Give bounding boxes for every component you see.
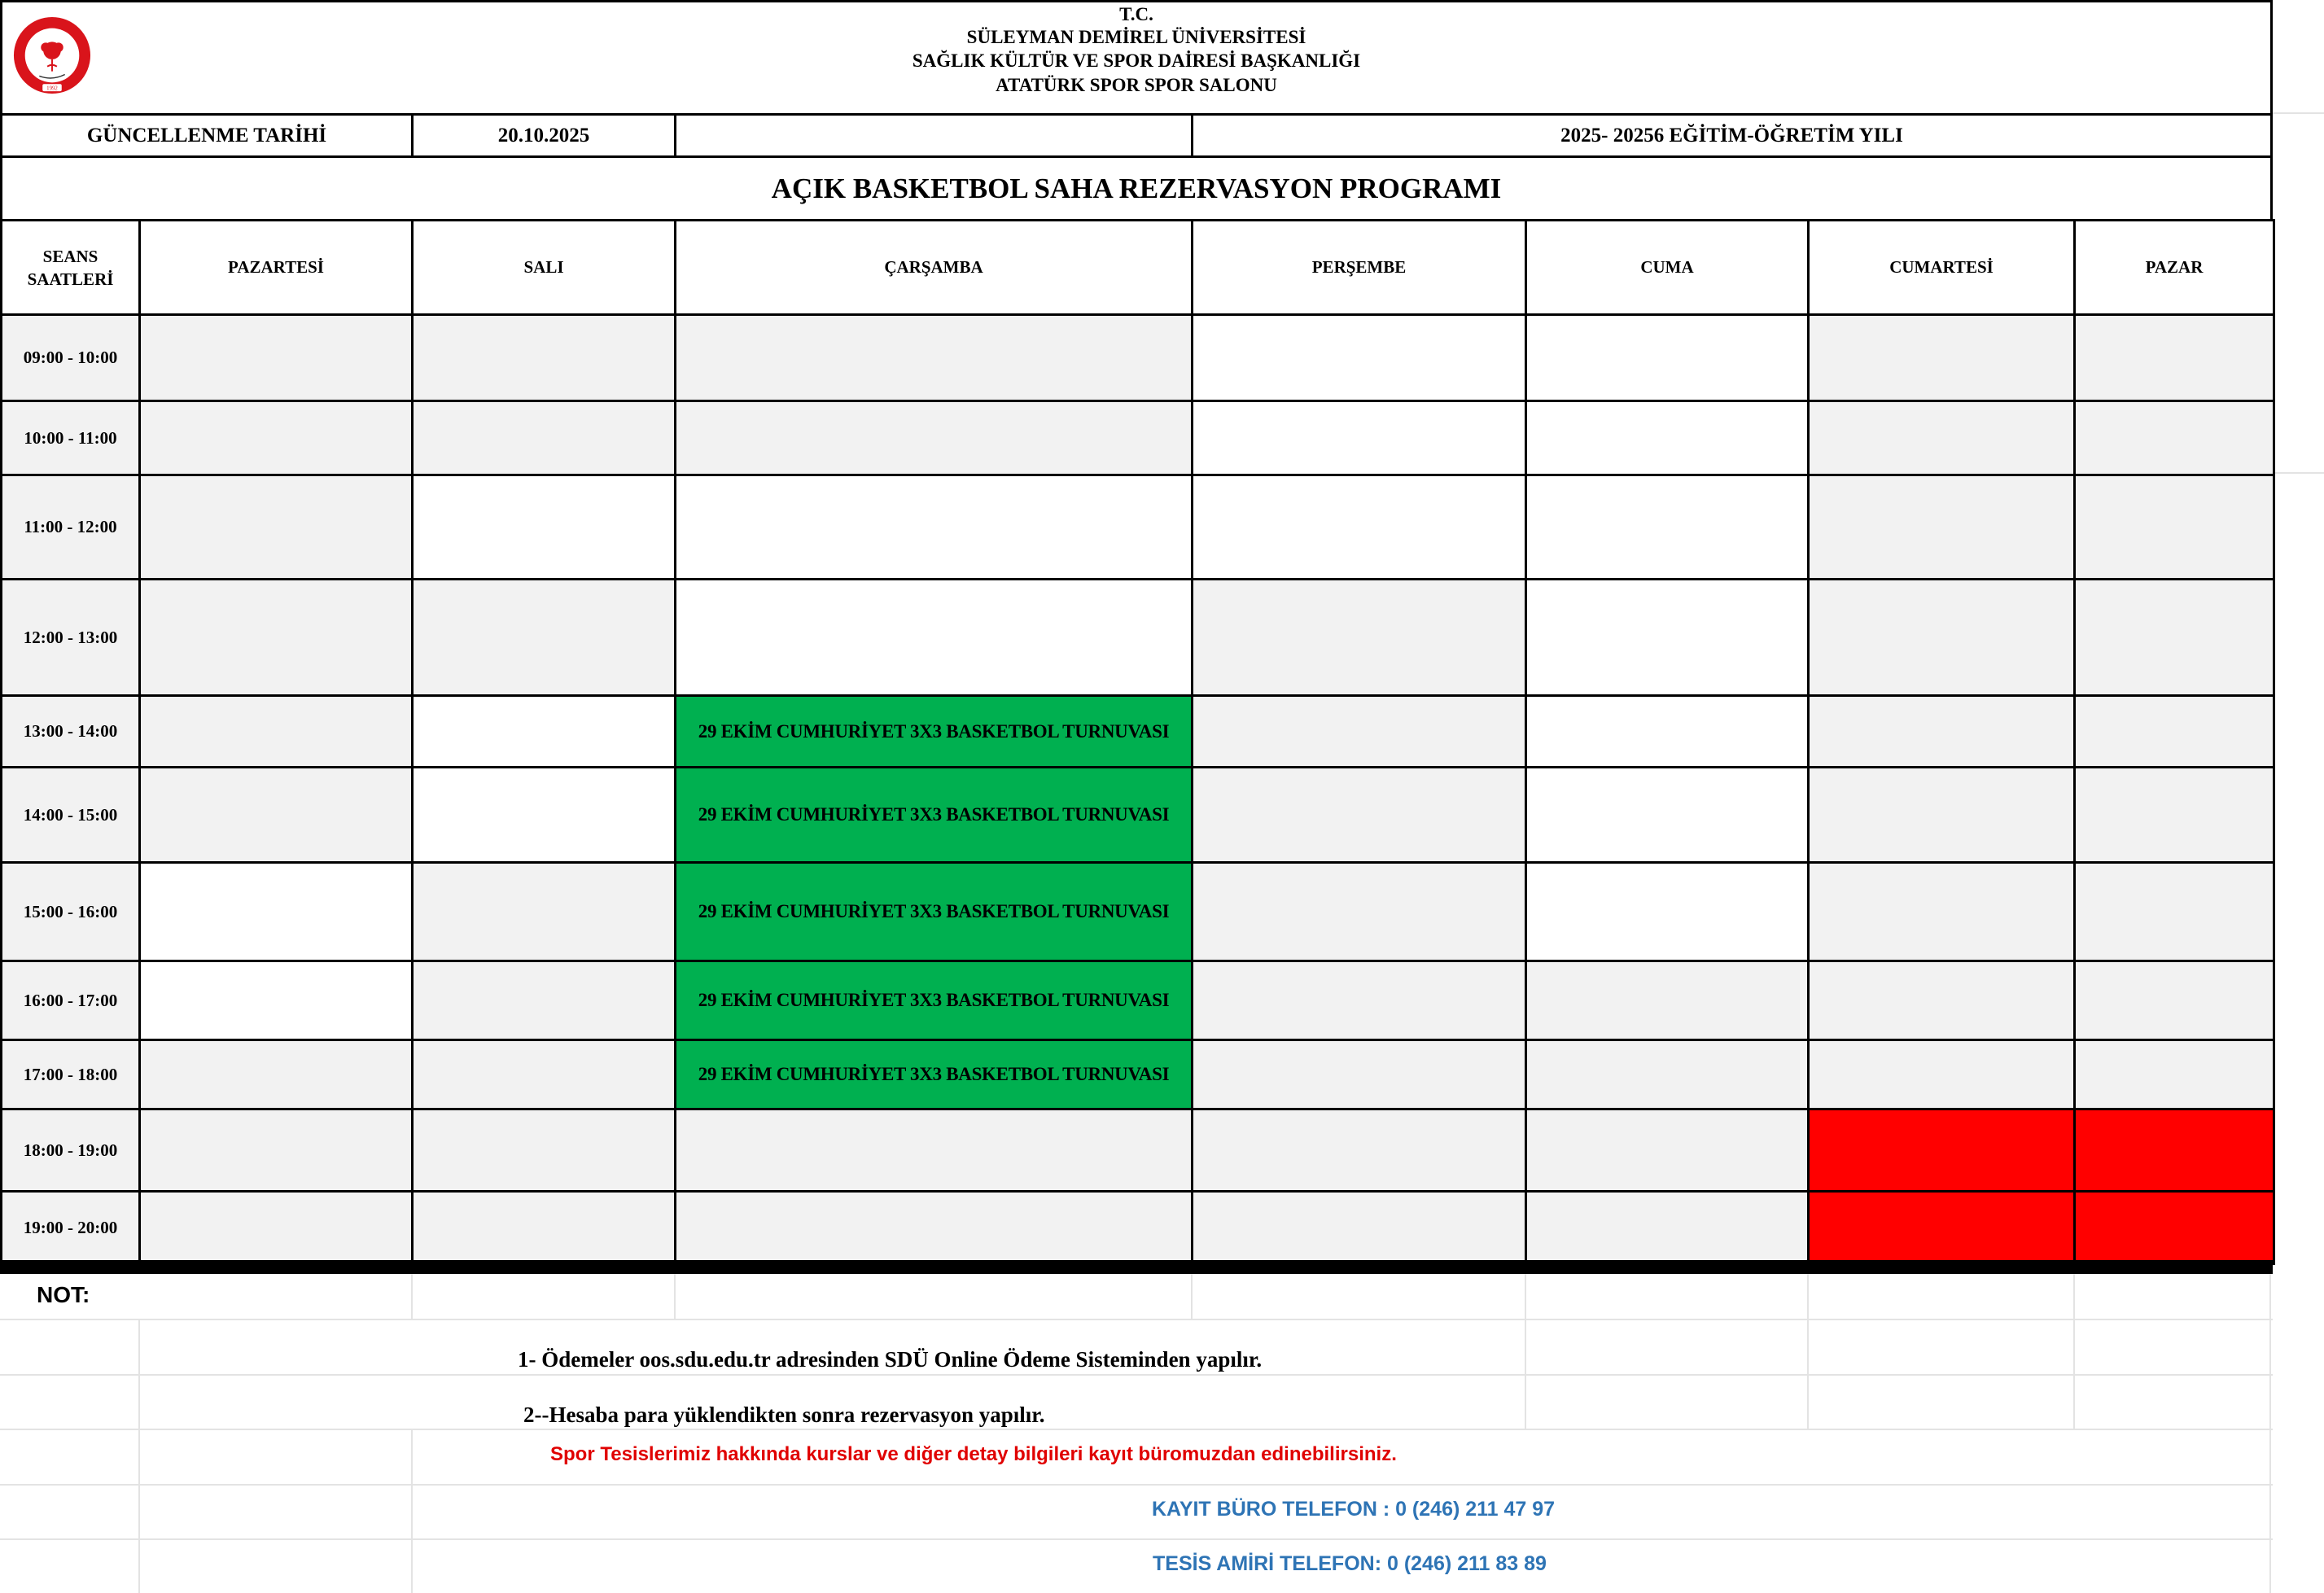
time-slot: 18:00 - 19:00 bbox=[0, 1108, 141, 1193]
reservation-cell[interactable]: 29 EKİM CUMHURİYET 3X3 BASKETBOL TURNUVASI bbox=[674, 1039, 1193, 1110]
schedule-cell[interactable] bbox=[1525, 694, 1810, 768]
closed-cell[interactable] bbox=[2073, 1108, 2275, 1193]
schedule-cell[interactable] bbox=[674, 313, 1193, 402]
sessions-header: SEANS SAATLERİ bbox=[0, 219, 141, 316]
schedule-cell[interactable] bbox=[411, 400, 676, 476]
schedule-cell[interactable] bbox=[2073, 694, 2275, 768]
schedule-cell[interactable] bbox=[411, 960, 676, 1041]
time-slot: 17:00 - 18:00 bbox=[0, 1039, 141, 1110]
schedule-cell[interactable] bbox=[1191, 1190, 1527, 1265]
time-slot: 10:00 - 11:00 bbox=[0, 400, 141, 476]
registration-phone: KAYIT BÜRO TELEFON : 0 (246) 211 47 97 bbox=[1152, 1498, 1556, 1521]
day-header-saturday: CUMARTESİ bbox=[1807, 219, 2076, 316]
schedule-cell[interactable] bbox=[1525, 1039, 1810, 1110]
time-slot: 19:00 - 20:00 bbox=[0, 1190, 141, 1265]
schedule-cell[interactable] bbox=[1807, 960, 2076, 1041]
time-slot: 14:00 - 15:00 bbox=[0, 766, 141, 864]
reservation-cell[interactable]: 29 EKİM CUMHURİYET 3X3 BASKETBOL TURNUVASI bbox=[674, 861, 1193, 962]
note-line-1: 1- Ödemeler oos.sdu.edu.tr adresinden SDÜ Online Ödeme Sisteminden yapılır. bbox=[518, 1347, 1263, 1372]
schedule-cell[interactable] bbox=[1191, 578, 1527, 697]
blank-info-cell bbox=[674, 113, 1193, 158]
schedule-cell[interactable] bbox=[411, 1190, 676, 1265]
schedule-cell[interactable] bbox=[2073, 400, 2275, 476]
schedule-cell[interactable] bbox=[1525, 766, 1810, 864]
update-label: GÜNCELLENME TARİHİ bbox=[0, 113, 414, 158]
day-header-tuesday: SALI bbox=[411, 219, 676, 316]
schedule-cell[interactable] bbox=[2073, 1039, 2275, 1110]
schedule-cell[interactable] bbox=[138, 861, 414, 962]
day-header-friday: CUMA bbox=[1525, 219, 1810, 316]
schedule-cell[interactable] bbox=[411, 313, 676, 402]
schedule-cell[interactable] bbox=[138, 474, 414, 580]
info-text: Spor Tesislerimiz hakkında kurslar ve diğer detay bilgileri kayıt büromuzdan edinebilirsiniz. bbox=[550, 1443, 1397, 1465]
schedule-cell[interactable] bbox=[1807, 578, 2076, 697]
schedule-cell[interactable] bbox=[2073, 578, 2275, 697]
schedule-cell[interactable] bbox=[1807, 1039, 2076, 1110]
schedule-cell[interactable] bbox=[2073, 960, 2275, 1041]
schedule-cell[interactable] bbox=[2073, 474, 2275, 580]
schedule-cell[interactable] bbox=[138, 694, 414, 768]
schedule-cell[interactable] bbox=[138, 1190, 414, 1265]
schedule-cell[interactable] bbox=[2073, 766, 2275, 864]
schedule-cell[interactable] bbox=[1807, 313, 2076, 402]
schedule-cell[interactable] bbox=[411, 578, 676, 697]
schedule-cell[interactable] bbox=[411, 1039, 676, 1110]
academic-year: 2025- 20256 EĞİTİM-ÖĞRETİM YILI bbox=[1191, 113, 2273, 158]
day-header-thursday: PERŞEMBE bbox=[1191, 219, 1527, 316]
update-date: 20.10.2025 bbox=[411, 113, 676, 158]
schedule-cell[interactable] bbox=[1525, 861, 1810, 962]
closed-cell[interactable] bbox=[1807, 1190, 2076, 1265]
schedule-cell[interactable] bbox=[1807, 766, 2076, 864]
reservation-cell[interactable]: 29 EKİM CUMHURİYET 3X3 BASKETBOL TURNUVASI bbox=[674, 694, 1193, 768]
schedule-cell[interactable] bbox=[1191, 313, 1527, 402]
time-slot: 15:00 - 16:00 bbox=[0, 861, 141, 962]
schedule-cell[interactable] bbox=[1525, 960, 1810, 1041]
schedule-cell[interactable] bbox=[1525, 1190, 1810, 1265]
facility-manager-phone: TESİS AMİRİ TELEFON: 0 (246) 211 83 89 bbox=[1153, 1552, 1547, 1575]
header-line-4: ATATÜRK SPOR SPOR SALONU bbox=[996, 75, 1277, 95]
schedule-cell[interactable] bbox=[1191, 400, 1527, 476]
schedule-cell[interactable] bbox=[1191, 766, 1527, 864]
schedule-cell[interactable] bbox=[674, 578, 1193, 697]
note-label: NOT: bbox=[37, 1282, 90, 1307]
time-slot: 09:00 - 10:00 bbox=[0, 313, 141, 402]
schedule-cell[interactable] bbox=[1525, 1108, 1810, 1193]
svg-text:1992: 1992 bbox=[46, 85, 58, 92]
schedule-cell[interactable] bbox=[1191, 1039, 1527, 1110]
schedule-cell[interactable] bbox=[138, 1108, 414, 1193]
header bbox=[0, 0, 2273, 116]
program-title: AÇIK BASKETBOL SAHA REZERVASYON PROGRAMI bbox=[0, 155, 2273, 221]
schedule-cell[interactable] bbox=[411, 766, 676, 864]
schedule-cell[interactable] bbox=[1191, 960, 1527, 1041]
closed-cell[interactable] bbox=[1807, 1108, 2076, 1193]
day-header-wednesday: ÇARŞAMBA bbox=[674, 219, 1193, 316]
time-slot: 11:00 - 12:00 bbox=[0, 474, 141, 580]
schedule-cell[interactable] bbox=[674, 1190, 1193, 1265]
time-slot: 13:00 - 14:00 bbox=[0, 694, 141, 768]
day-header-sunday: PAZAR bbox=[2073, 219, 2275, 316]
schedule-cell[interactable] bbox=[138, 400, 414, 476]
reservation-cell[interactable]: 29 EKİM CUMHURİYET 3X3 BASKETBOL TURNUVASI bbox=[674, 960, 1193, 1041]
schedule-cell[interactable] bbox=[411, 861, 676, 962]
schedule-cell[interactable] bbox=[1525, 400, 1810, 476]
schedule-cell[interactable] bbox=[1807, 694, 2076, 768]
schedule-cell[interactable] bbox=[1191, 861, 1527, 962]
schedule-cell[interactable] bbox=[138, 766, 414, 864]
schedule-cell[interactable] bbox=[1807, 474, 2076, 580]
schedule-cell[interactable] bbox=[1525, 578, 1810, 697]
schedule-cell[interactable] bbox=[674, 400, 1193, 476]
reservation-cell[interactable]: 29 EKİM CUMHURİYET 3X3 BASKETBOL TURNUVASI bbox=[674, 766, 1193, 864]
schedule-cell[interactable] bbox=[411, 474, 676, 580]
note-line-2: 2--Hesaba para yüklendikten sonra rezervasyon yapılır. bbox=[523, 1403, 1045, 1427]
header-line-3: SAĞLIK KÜLTÜR VE SPOR DAİRESİ BAŞKANLIĞI bbox=[912, 50, 1361, 71]
table-bottom-border bbox=[0, 1260, 2273, 1274]
schedule-cell[interactable] bbox=[2073, 313, 2275, 402]
header-line-2: SÜLEYMAN DEMİREL ÜNİVERSİTESİ bbox=[966, 27, 1306, 47]
header-line-1: T.C. bbox=[1119, 4, 1153, 24]
schedule-cell[interactable] bbox=[1525, 474, 1810, 580]
schedule-cell[interactable] bbox=[1807, 861, 2076, 962]
schedule-cell[interactable] bbox=[1191, 474, 1527, 580]
time-slot: 16:00 - 17:00 bbox=[0, 960, 141, 1041]
day-header-monday: PAZARTESİ bbox=[138, 219, 414, 316]
schedule-cell[interactable] bbox=[674, 1108, 1193, 1193]
schedule-cell[interactable] bbox=[138, 960, 414, 1041]
schedule-cell[interactable] bbox=[411, 694, 676, 768]
closed-cell[interactable] bbox=[2073, 1190, 2275, 1265]
schedule-cell[interactable] bbox=[674, 474, 1193, 580]
schedule-cell[interactable] bbox=[1807, 400, 2076, 476]
schedule-cell[interactable] bbox=[138, 313, 414, 402]
schedule-cell[interactable] bbox=[138, 1039, 414, 1110]
schedule-cell[interactable] bbox=[411, 1108, 676, 1193]
schedule-cell[interactable] bbox=[138, 578, 414, 697]
schedule-cell[interactable] bbox=[1525, 313, 1810, 402]
time-slot: 12:00 - 13:00 bbox=[0, 578, 141, 697]
schedule-cell[interactable] bbox=[1191, 694, 1527, 768]
schedule-cell[interactable] bbox=[1191, 1108, 1527, 1193]
schedule-cell[interactable] bbox=[2073, 861, 2275, 962]
